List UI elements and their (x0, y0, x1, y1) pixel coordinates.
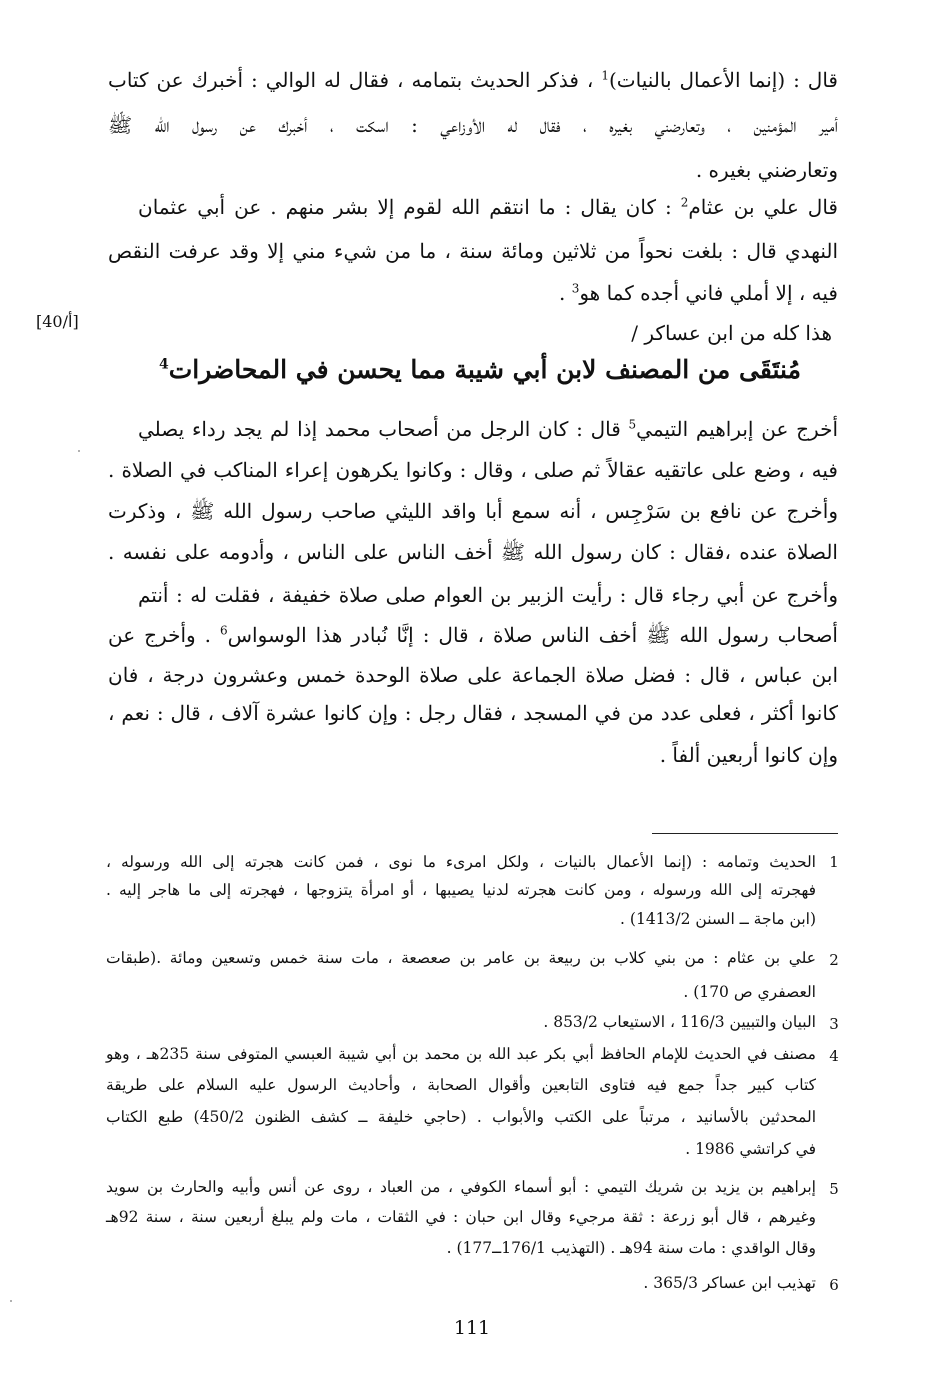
body-line: وإن كانوا أربعين ألفاً . (659, 743, 838, 767)
footnote-number: 4 (829, 1047, 839, 1065)
body-line: النهدي قال : بلغت نحواً من ثلاثين ومائة سنة ، ما من شيء مني إلا وقد عرفت النقص (108, 239, 838, 263)
footnote-number: 3 (829, 1015, 839, 1033)
footnote-ref[interactable]: 3 (571, 281, 580, 296)
footnote-line: الحديث وتمامه : (إنما الأعمال بالنيات ، ولكل امرىء ما نوى ، فمن كانت هجرته إلى الله ورسوله ، (106, 853, 816, 871)
footnote-number: 1 (829, 853, 839, 871)
footnote-line: (ابن ماجة ــ السنن 1413/2) . (620, 910, 816, 928)
section-heading: مُنتَقَى من المصنف لابن أبي شيبة مما يحسن في المحاضرات$^4$ (159, 355, 801, 384)
body-line: قال : (إنما الأعمال بالنيات)$^1$ ، فذكر الحديث بتمامه ، فقال له الوالي : أخبرك عن كتاب (108, 68, 838, 92)
body-line: قال علي بن عثام$^2$ : كان يقال : ما انتقم الله لقوم إلا بشر منهم . عن أبي عثمان (138, 195, 838, 219)
footnote-number: 2 (829, 951, 839, 969)
footnote-number: 5 (829, 1180, 839, 1198)
footnote-line: وقال الواقدي : مات سنة 94هـ . (التهذيب 176/1ــ177) . (446, 1239, 816, 1257)
manuscript-folio-ref: [أ/40] (36, 312, 79, 331)
footnote-line: مصنف في الحديث للإمام الحافظ أبي بكر عبد الله بن محمد بن أبي شيبة العبسي المتوفى سنة 235هـ ، وهو (106, 1045, 816, 1063)
footnote-line: إبراهيم بن يزيد بن شريك التيمي : أبو أسماء الكوفي ، من العباد ، روى عن أنس وأبيه والحارث بن سويد (106, 1178, 816, 1196)
body-line: وأخرج عن نافع بن سَرْجِس ، أنه سمع أبا واقد الليثي صاحب رسول الله ﷺ ، وذكرت (108, 499, 838, 523)
footnote-line: في كراتشي 1986 . (685, 1140, 816, 1158)
body-line: ابن عباس ، قال : فضل صلاة الجماعة على صلاة الوحدة خمس وعشرون درجة ، فان (108, 663, 838, 687)
body-line: الصلاة عنده ،فقال : كان رسول الله ﷺ أخف الناس على الناس ، وأدومه على نفسه . (108, 540, 838, 564)
body-line: أصحاب رسول الله ﷺ أخف الناس صلاة ، قال : إنَّا نُبادر هذا الوسواس$^6$ . وأخرج عن (108, 623, 838, 647)
footnote-line: فهجرته إلى الله ورسوله ، ومن كانت هجرته لدنيا يصيبها ، أو امرأة يتزوجها ، فهجرته إلى ما هاجر إليه . (106, 881, 816, 899)
body-line: وأخرج عن أبي رجاء قال : رأيت الزبير بن العوام صلى صلاة خفيفة ، فقلت له : أنتم (138, 583, 838, 607)
footnote-line: علي بن عثام : من بني كلاب بن ربيعة بن عامر بن صعصعة ، مات سنة خمس وتسعين ومائة .(طبقات (106, 949, 816, 967)
footnote-line: كتاب كبير جداً جمع فيه فتاوى التابعين وأقوال الصحابة ، وأحاديث الرسول عليه السلام على طريقة (106, 1076, 816, 1094)
body-line: فيه ، إلا أملي فاني أجده كما هو$^3$ . (558, 281, 838, 305)
footnote-ref[interactable]: 6 (220, 623, 228, 638)
footnote-line: تهذيب ابن عساكر 365/3 . (643, 1274, 816, 1292)
footnote-ref[interactable]: 1 (601, 68, 609, 83)
scan-speck (10, 1300, 12, 1302)
page-number: 111 (453, 1317, 491, 1339)
body-line: وتعارضني بغيره . (695, 158, 838, 182)
footnote-ref[interactable]: 4 (159, 356, 169, 373)
body-line: كانوا أكثر ، فعلى عدد من في المسجد ، فقال رجل : وإن كانوا عشرة آلاف ، قال : نعم ، (108, 701, 838, 725)
footnote-number: 6 (829, 1276, 839, 1294)
footnote-ref[interactable]: 2 (680, 195, 689, 210)
footnote-ref[interactable]: 5 (628, 417, 637, 432)
body-line: أخرج عن إبراهيم التيمي$^5$ قال : كان الرجل من أصحاب محمد إذا لم يجد رداء يصلي (138, 417, 839, 441)
footnote-line: البيان والتبيين 116/3 ، الاستيعاب 853/2 . (543, 1013, 816, 1031)
footnote-separator (652, 833, 838, 834)
footnote-line: المحدثين بالأسانيد ، مرتباً على الكتب والأبواب . (حاجي خليفة ــ كشف الظنون 450/2) طبع الكتاب (106, 1108, 816, 1126)
body-line: هذا كله من ابن عساكر / (631, 321, 832, 345)
scan-speck (78, 450, 80, 452)
body-line: أمير المؤمنين ، وتعارضني بغيره ، فقال له الأوزاعي : اسكت ، أخبرك عن رسول الله ﷺ (108, 113, 838, 137)
body-line: فيه ، وضع على عاتقيه عقالاً ثم صلى ، وقال : وكانوا يكرهون إعراء المناكب في الصلاة . (108, 458, 838, 482)
footnote-line: العصفري ص 170) . (683, 983, 816, 1001)
footnote-line: وغيرهم ، قال أبو زرعة : ثقة مرجيء وقال ابن حبان : في الثقات ، مات ولم يبلغ أربعين سنة ، سنة 92هـ (106, 1208, 816, 1226)
